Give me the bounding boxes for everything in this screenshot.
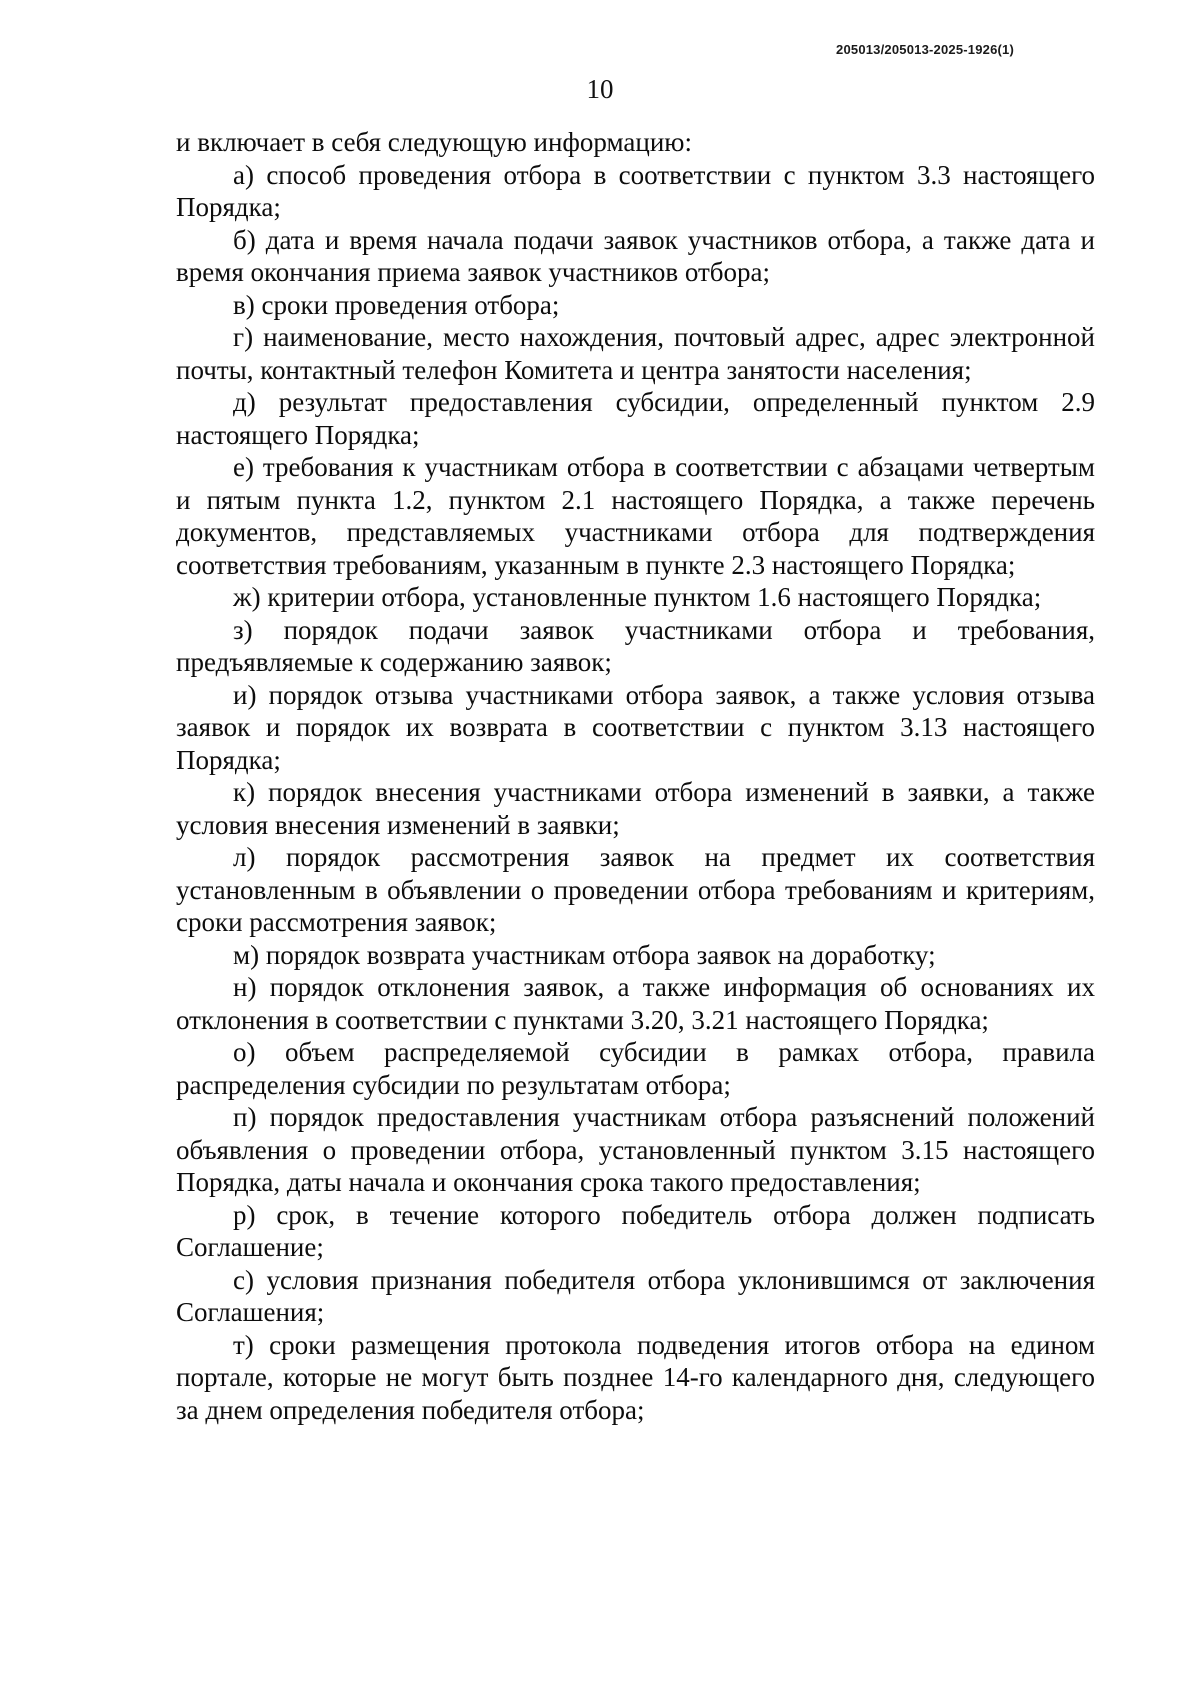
list-item-s: с) условия признания победителя отбора уклонившимся от заключения Соглашения; xyxy=(176,1264,1095,1327)
document-id: 205013/205013-2025-1926(1) xyxy=(836,42,1014,57)
list-item-g: г) наименование, место нахождения, почтовый адрес, адрес электронной почты, контактный телефон Комитета и центра занятости населения; xyxy=(176,322,1095,385)
list-item-e: е) требования к участникам отбора в соответствии с абзацами четвертым и пятым пункта 1.2, пунктом 2.1 настоящего Порядка, а также перечень документов, представляемых участниками отбора для подтверждения соответствия требованиям, указанным в пункте 2.3 настоящего Порядка; xyxy=(176,452,1095,580)
list-item-m: м) порядок возврата участникам отбора заявок на доработку; xyxy=(233,939,936,970)
page-number: 10 xyxy=(586,74,614,104)
list-item-v: в) сроки проведения отбора; xyxy=(233,289,560,320)
list-item-t: т) сроки размещения протокола подведения итогов отбора на едином портале, которые не могут быть позднее 14-го календарного дня, следующего за днем определения победителя отбора; xyxy=(176,1329,1095,1425)
list-item-b: б) дата и время начала подачи заявок участников отбора, а также дата и время окончания приема заявок участников отбора; xyxy=(176,224,1095,287)
list-item-zh: ж) критерии отбора, установленные пунктом 1.6 настоящего Порядка; xyxy=(233,582,1042,612)
list-item-r: р) срок, в течение которого победитель отбора должен подписать Соглашение; xyxy=(176,1199,1095,1262)
list-item-p: п) порядок предоставления участникам отбора разъяснений положений объявления о проведении отбора, установленный пунктом 3.15 настоящего Порядка, даты начала и окончания срока такого предоставления; xyxy=(176,1102,1095,1197)
list-item-n: н) порядок отклонения заявок, а также информация об основаниях их отклонения в соответствии с пунктами 3.20, 3.21 настоящего Порядка; xyxy=(176,972,1095,1035)
list-item-z: з) порядок подачи заявок участниками отбора и требования, предъявляемые к содержанию заявок; xyxy=(176,614,1095,677)
list-item-l: л) порядок рассмотрения заявок на предмет их соответствия установленным в объявлении о проведении отбора требованиям и критериям, сроки рассмотрения заявок; xyxy=(176,842,1095,937)
list-item-o: о) объем распределяемой субсидии в рамках отбора, правила распределения субсидии по результатам отбора; xyxy=(176,1037,1095,1100)
intro-paragraph: и включает в себя следующую информацию: xyxy=(176,127,692,157)
list-item-d: д) результат предоставления субсидии, определенный пунктом 2.9 настоящего Порядка; xyxy=(176,387,1095,450)
list-item-i: и) порядок отзыва участниками отбора заявок, а также условия отзыва заявок и порядок их возврата в соответствии с пунктом 3.13 настоящего Порядка; xyxy=(176,679,1095,775)
document-body xyxy=(176,126,1095,1426)
list-item-k: к) порядок внесения участниками отбора изменений в заявки, а также условия внесения изменений в заявки; xyxy=(176,777,1095,840)
list-item-a: а) способ проведения отбора в соответствии с пунктом 3.3 настоящего Порядка; xyxy=(176,159,1095,222)
